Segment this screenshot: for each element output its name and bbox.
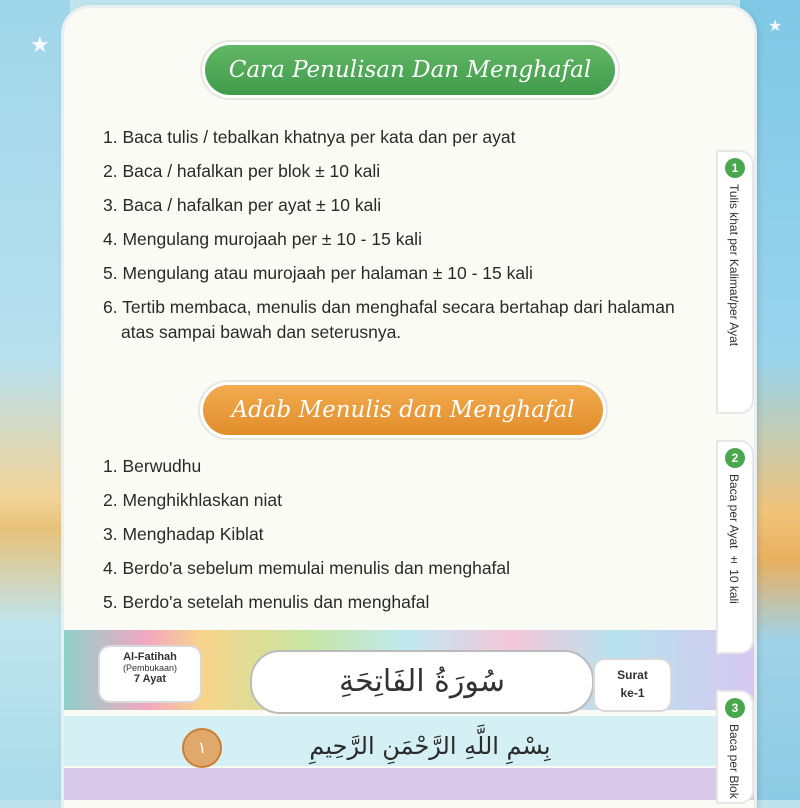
tab-label: Baca per Blok — [727, 724, 741, 799]
list-item: 5. Mengulang atau murojaah per halaman ± 10 - 15 kali — [103, 263, 533, 283]
ayah-number-badge: ١ — [182, 728, 222, 768]
section1-title: Cara Penulisan Dan Menghafal — [205, 45, 615, 95]
list-item: 3. Baca / hafalkan per ayat ± 10 kali — [103, 195, 382, 215]
list-item: 1. Berwudhu — [103, 456, 202, 476]
side-tab-1 — [716, 150, 754, 414]
side-tab-2 — [716, 440, 754, 654]
surah-info-badge — [100, 647, 200, 701]
surah-order-label: Surat — [617, 668, 648, 682]
etiquette-list — [103, 449, 510, 619]
list-item: 2. Baca / hafalkan per blok ± 10 kali — [103, 161, 381, 181]
list-item: 2. Menghikhlaskan niat — [103, 490, 282, 510]
list-item: 3. Menghadap Kiblat — [103, 524, 264, 544]
surah-arabic-title: سُورَةُ الفَاتِحَةِ — [250, 650, 594, 714]
tab-number: 2 — [725, 448, 745, 468]
surah-ayat-count: 7 Ayat — [133, 673, 167, 685]
writing-method-list — [103, 120, 675, 346]
tab-number: 3 — [725, 698, 745, 718]
surah-meaning: (Pembukaan) — [122, 663, 178, 673]
list-item: 1. Baca tulis / tebalkan khatnya per kata dan per ayat — [103, 127, 516, 147]
list-item-6-text: 6. Tertib membaca, menulis dan menghafal secara bertahap dari halaman — [103, 297, 675, 317]
list-item-6 — [103, 290, 675, 346]
tab-number: 1 — [725, 158, 745, 178]
star-icon: ★ — [768, 18, 783, 35]
section2-title: Adab Menulis dan Menghafal — [203, 385, 603, 435]
star-icon: ★ — [30, 32, 50, 57]
surah-order-value: ke-1 — [620, 686, 645, 700]
list-item: 4. Berdo'a sebelum memulai menulis dan menghafal — [103, 558, 511, 578]
tab-label: Tulis khat per Kalimat/per Ayat — [727, 184, 741, 347]
list-item: 4. Mengulang murojaah per ± 10 - 15 kali — [103, 229, 422, 249]
surah-order-badge — [595, 660, 670, 710]
list-item: 5. Berdo'a setelah menulis dan menghafal — [103, 592, 430, 612]
next-ayah-band — [64, 768, 754, 800]
list-item-6-continuation: atas sampai bawah dan seterusnya. — [121, 322, 402, 342]
side-tab-3 — [716, 690, 754, 804]
basmalah-text: بِسْمِ اللَّهِ الرَّحْمَنِ الرَّحِيمِ — [309, 732, 551, 760]
background-left-strip — [0, 0, 70, 800]
surah-name: Al-Fatihah — [123, 651, 177, 663]
tab-label: Baca per Ayat ± 10 kali — [727, 474, 741, 604]
